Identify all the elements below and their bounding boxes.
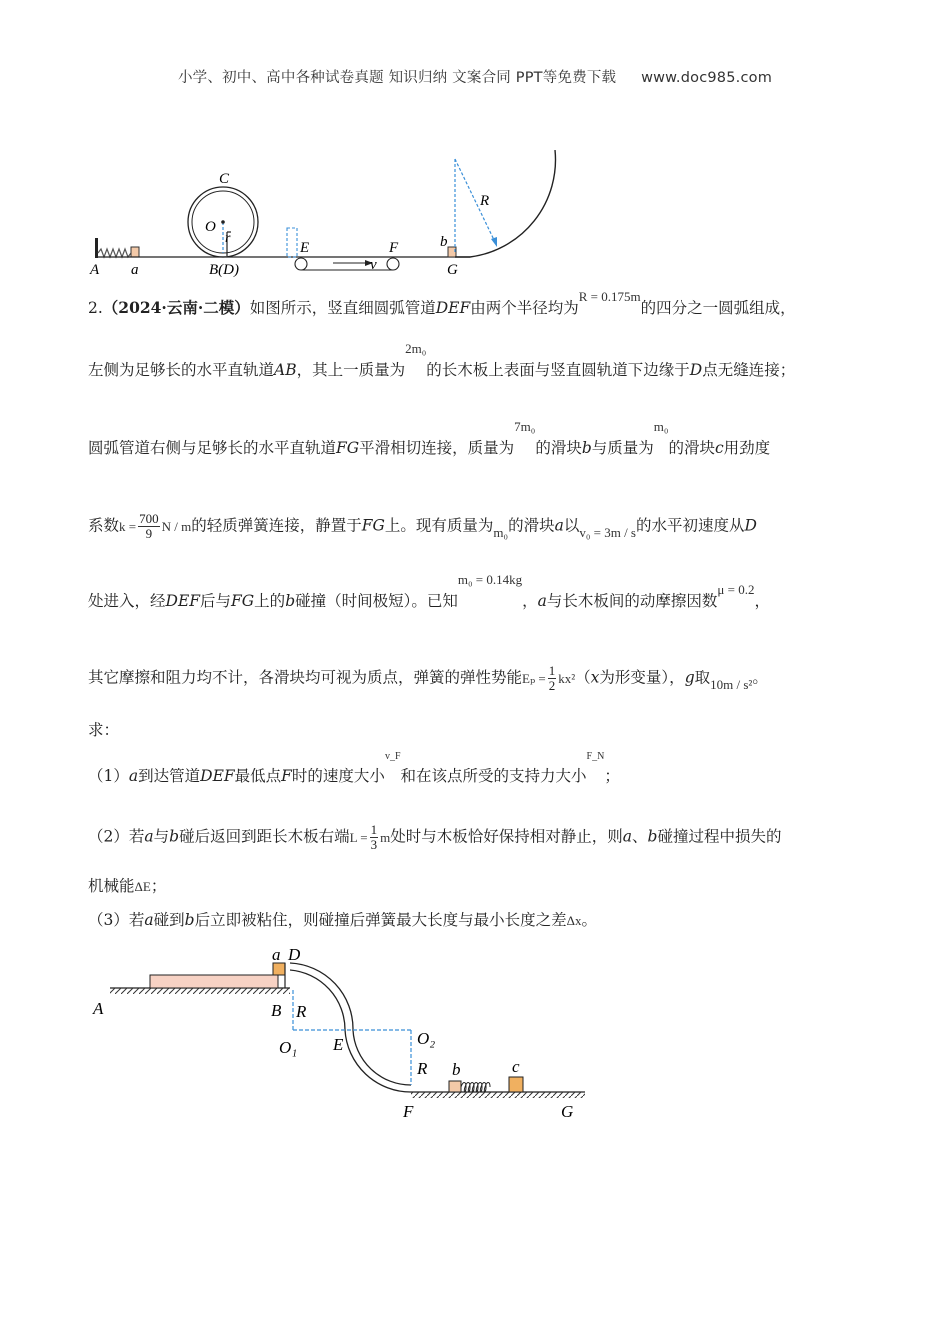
question-1: （1）a到达管道DEF最低点F时的速度大小$^{v\_F}$和在该点所受的支持力大小$^{F\_N}$； [88,751,620,785]
label-O1: O₁ [279,1038,298,1057]
ground-left-hatch [110,988,290,994]
label-A: A [93,999,104,1018]
label-r: r [225,231,231,246]
label-c: c [512,1057,520,1076]
spring-2 [461,1083,490,1092]
loop-center [221,220,225,224]
label-F: F [403,1102,414,1121]
header-site: www.doc985.com [641,70,773,86]
block-b [449,1081,461,1092]
question-3: （3）若a碰到b后立即被粘住，则碰撞后弹簧最大长度与最小长度之差Δx。 [88,911,597,929]
dashed-box [287,228,297,257]
conveyor-roller-left [295,258,307,270]
block-a [131,247,139,257]
label-BD: B(D) [209,262,239,278]
question-2-cont: 机械能ΔE； [88,877,167,895]
label-R1: R [296,1002,307,1021]
conveyor-roller-right [387,258,399,270]
header-text: 小学、初中、高中各种试卷真题 知识归纳 文案合同 PPT等免费下载 [177,70,617,86]
problem-line-6: 其它摩擦和阻力均不计，各滑块均可视为质点，弹簧的弹性势能Eₚ = $\frac{1}{2}$ kx²（x为形变量），g取$_{10m / s^2}$。 [88,663,768,693]
long-board [150,975,278,988]
label-F: F [389,240,399,256]
label-b: b [440,234,448,250]
problem-line-1: 2.（2024·云南·二模）如图所示，竖直细圆弧管道DEF由两个半径均为$^{R = 0.175m}$的四分之一圆弧组成， [88,289,796,317]
pipe-inner [290,970,411,1092]
pipe-outer [290,963,411,1085]
label-a: a [272,945,281,964]
problem-line-3: 圆弧管道右侧与足够长的水平直轨道FG平滑相切连接，质量为$^{7m_0}$的滑块b与质量为$^{m_0}$的滑块c用劲度 [88,419,771,457]
label-R: R [480,193,490,209]
label-O: O [205,219,216,235]
label-v: v [370,257,377,273]
page-header [0,66,950,87]
figure-pipe-track [85,940,605,1130]
problem-line-5: 处进入，经DEF后与FG上的b碰撞（时间极短）。已知$^{m_0 = 0.14kg}$，a与长木板间的动摩擦因数$^{\mu = 0.2}$， [88,572,770,610]
label-R2: R [417,1059,428,1078]
ground-right-hatch [411,1092,585,1098]
problem-line-7: 求： [88,721,120,739]
label-b: b [452,1060,461,1079]
label-D: D [288,945,301,964]
label-a: a [131,262,139,278]
label-O2: O₂ [417,1029,436,1048]
label-G: G [561,1102,574,1121]
wall [95,238,98,258]
label-E: E [333,1035,344,1054]
arc-radius-arrowhead [491,237,497,247]
quarter-arc [455,150,555,257]
label-E: E [300,240,310,256]
problem-line-4: 系数k = $\frac{700}{9}$ N / m的轻质弹簧连接，静置于FG上。现有质量为$_{m_0}$的滑块a以$_{v_0 = 3m / s}$的水平初速度从D [88,511,757,541]
block-a [273,963,285,975]
block-c [509,1077,523,1092]
figure-loop-track [85,150,575,285]
label-C: C [219,171,230,187]
question-2: （2）若a与b碰后返回到距长木板右端L = $\frac{1}{3}$ m处时与木板恰好保持相对静止，则a、b碰撞过程中损失的 [88,822,782,852]
problem-line-2: 左侧为足够长的水平直轨道AB，其上一质量为$^{2m_0}$的长木板上表面与竖直圆轨道下边缘于D点无缝连接； [88,341,796,379]
spring-1 [98,249,131,257]
label-G: G [447,262,458,278]
label-A: A [90,262,100,278]
label-B: B [271,1001,282,1020]
block-b [448,247,456,257]
